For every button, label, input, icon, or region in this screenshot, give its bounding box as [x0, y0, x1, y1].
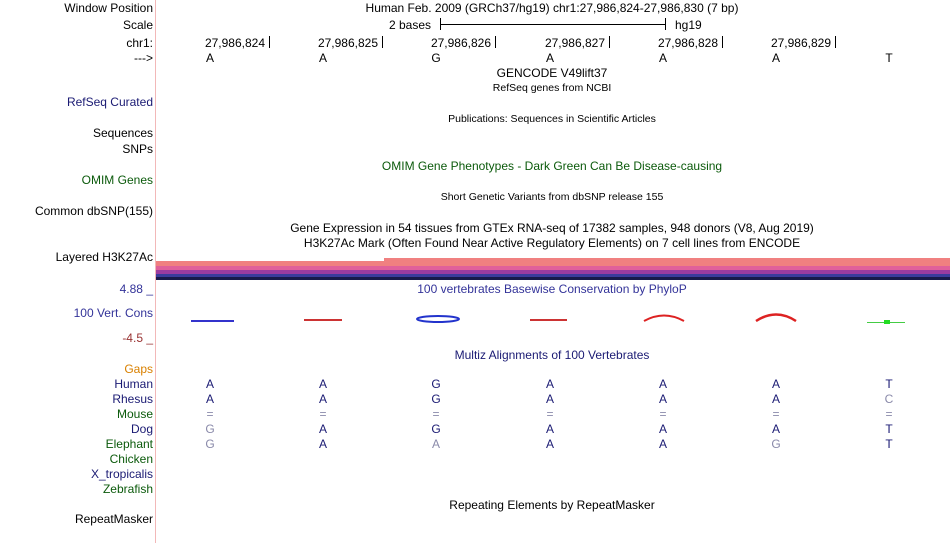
alignment-base: A — [658, 437, 667, 451]
h3k27ac-band-1-peak — [384, 258, 950, 261]
publications-track-title[interactable]: Publications: Sequences in Scientific Articles — [448, 113, 656, 125]
alignment-base: = — [546, 407, 554, 421]
alignment-base: A — [318, 437, 327, 451]
alignment-base: A — [545, 377, 554, 391]
h3k27ac-band-5 — [156, 277, 950, 280]
reference-base: G — [431, 51, 441, 65]
coordinate-tick — [382, 36, 383, 48]
alignment-base: A — [205, 392, 214, 406]
alignment-base: A — [431, 437, 440, 451]
cons-mark-6 — [755, 312, 797, 322]
alignment-base: T — [885, 422, 893, 436]
alignment-base: G — [205, 422, 215, 436]
alignment-base: G — [771, 437, 781, 451]
coordinate-tick — [722, 36, 723, 48]
reference-base: A — [545, 51, 554, 65]
gtex-track-title[interactable]: Gene Expression in 54 tissues from GTEx RNA-seq of 17382 samples, 948 donors (V8, Aug 2019) — [290, 221, 814, 235]
strand-label: ---> — [134, 51, 153, 65]
alignment-base: G — [205, 437, 215, 451]
species-label[interactable]: Rhesus — [112, 392, 153, 406]
alignment-base: A — [318, 392, 327, 406]
omim-track-title[interactable]: OMIM Gene Phenotypes - Dark Green Can Be Disease-causing — [381, 159, 723, 173]
coordinate-label: 27,986,828 — [657, 36, 718, 50]
alignment-base: A — [771, 422, 780, 436]
refseq-curated-label[interactable]: RefSeq Curated — [66, 95, 153, 109]
alignment-base: = — [772, 407, 780, 421]
cons-min-value: -4.5 _ — [122, 331, 153, 345]
gencode-track-title[interactable]: GENCODE V49lift37 — [496, 66, 608, 80]
chrom-label: chr1: — [126, 36, 153, 50]
alignment-base: = — [432, 407, 440, 421]
alignment-base: A — [318, 422, 327, 436]
cons-mark-4 — [530, 319, 567, 321]
alignment-base: G — [431, 422, 441, 436]
coordinate-tick — [495, 36, 496, 48]
alignment-base: A — [545, 437, 554, 451]
alignment-base: A — [318, 377, 327, 391]
omim-genes-label[interactable]: OMIM Genes — [81, 173, 153, 187]
reference-base: A — [318, 51, 327, 65]
alignment-base: C — [884, 392, 894, 406]
alignment-base: A — [658, 392, 667, 406]
100-vert-cons-label[interactable]: 100 Vert. Cons — [73, 306, 153, 320]
scale-label: Scale — [122, 18, 153, 32]
multiz-track-title[interactable]: Multiz Alignments of 100 Vertebrates — [454, 348, 650, 362]
coordinate-label: 27,986,829 — [770, 36, 831, 50]
reference-base: T — [885, 51, 893, 65]
cons-mark-2 — [304, 319, 342, 321]
species-label[interactable]: Mouse — [116, 407, 153, 421]
coordinate-label: 27,986,825 — [317, 36, 378, 50]
species-label[interactable]: Human — [114, 377, 153, 391]
snps-label[interactable]: SNPs — [122, 142, 153, 156]
alignment-base: A — [771, 392, 780, 406]
alignment-base: = — [885, 407, 893, 421]
coordinate-label: 27,986,827 — [544, 36, 605, 50]
refseq-track-title[interactable]: RefSeq genes from NCBI — [492, 82, 612, 94]
h3k27ac-track-title[interactable]: H3K27Ac Mark (Often Found Near Active Regulatory Elements) on 7 cell lines from ENCODE — [303, 236, 801, 250]
alignment-base: A — [771, 377, 780, 391]
cons-mark-3 — [415, 315, 461, 323]
reference-base: A — [205, 51, 214, 65]
coordinate-label: 27,986,824 — [204, 36, 265, 50]
alignment-base: = — [319, 407, 327, 421]
alignment-base: T — [885, 437, 893, 451]
dbsnp-track-title[interactable]: Short Genetic Variants from dbSNP release 155 — [440, 191, 664, 203]
alignment-base: A — [545, 422, 554, 436]
alignment-base: A — [205, 377, 214, 391]
conservation-track-title[interactable]: 100 vertebrates Basewise Conservation by PhyloP — [417, 282, 687, 296]
gaps-label[interactable]: Gaps — [124, 362, 153, 376]
reference-base: A — [771, 51, 780, 65]
alignment-base: G — [431, 377, 441, 391]
coordinate-tick — [609, 36, 610, 48]
cons-mark-1 — [191, 320, 234, 322]
alignment-base: A — [658, 422, 667, 436]
coordinate-tick — [269, 36, 270, 48]
species-label[interactable]: Dog — [130, 422, 153, 436]
scale-assembly: hg19 — [675, 18, 702, 32]
species-label[interactable]: Zebrafish — [102, 482, 153, 496]
common-dbsnp-label[interactable]: Common dbSNP(155) — [34, 204, 153, 218]
cons-mark-7 — [884, 320, 890, 324]
alignment-base: = — [206, 407, 214, 421]
cons-mark-5 — [643, 313, 685, 322]
scale-bar-line — [440, 24, 666, 25]
coordinate-tick — [835, 36, 836, 48]
cons-max-value: 4.88 _ — [119, 282, 153, 296]
scale-bar-right-tick — [665, 18, 666, 30]
alignment-base: T — [885, 377, 893, 391]
alignment-base: A — [658, 377, 667, 391]
repeatmasker-label[interactable]: RepeatMasker — [74, 512, 153, 526]
layered-h3k27ac-label[interactable]: Layered H3K27Ac — [55, 250, 153, 264]
window-position-value: Human Feb. 2009 (GRCh37/hg19) chr1:27,986,824-27,986,830 (7 bp) — [365, 1, 739, 15]
species-label[interactable]: Chicken — [109, 452, 153, 466]
alignment-base: A — [545, 392, 554, 406]
alignment-base: G — [431, 392, 441, 406]
window-position-label: Window Position — [64, 1, 153, 15]
repeatmasker-track-title[interactable]: Repeating Elements by RepeatMasker — [449, 498, 655, 512]
coordinate-label: 27,986,826 — [430, 36, 491, 50]
species-label[interactable]: Elephant — [105, 437, 153, 451]
reference-base: A — [658, 51, 667, 65]
sequences-label[interactable]: Sequences — [92, 126, 153, 140]
species-label[interactable]: X_tropicalis — [90, 467, 153, 481]
alignment-base: = — [659, 407, 667, 421]
scale-bar-text: 2 bases — [389, 18, 432, 32]
